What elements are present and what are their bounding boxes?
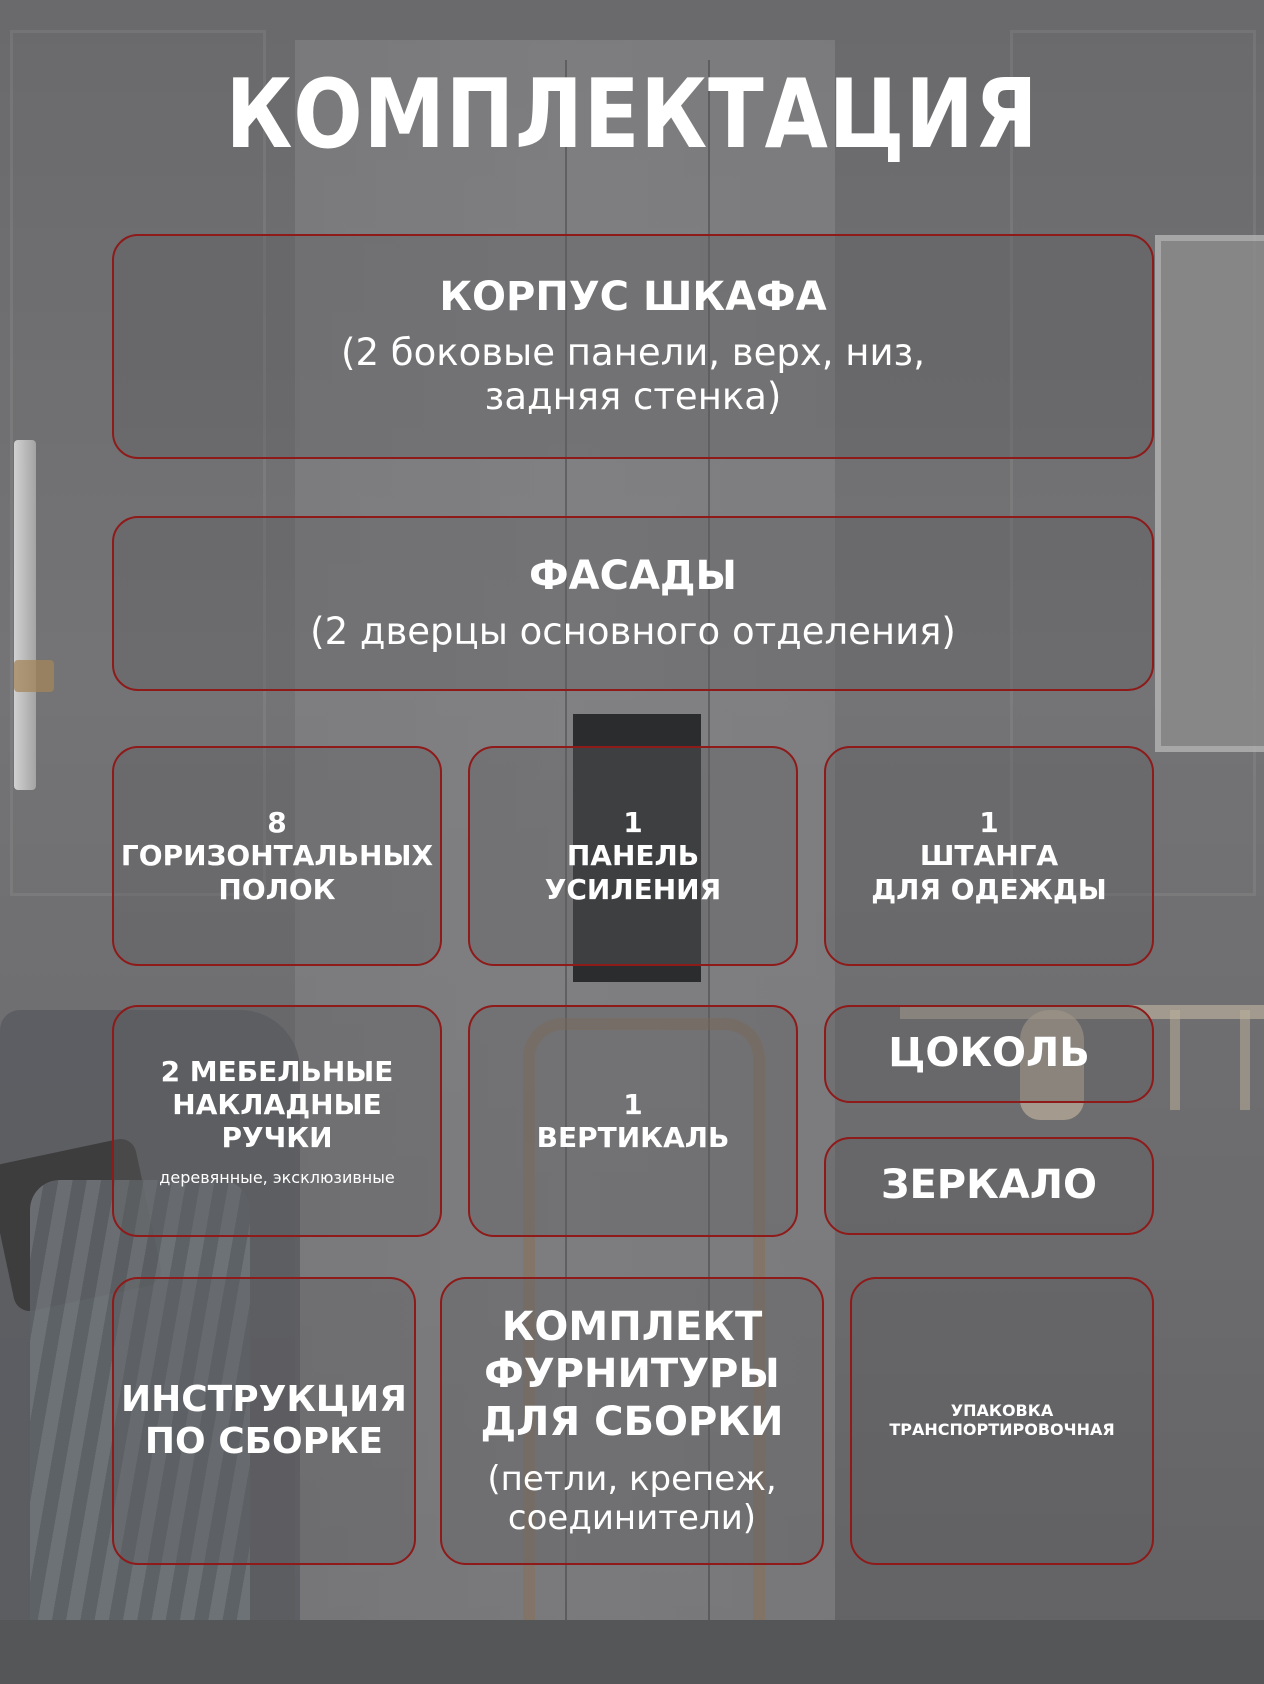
card-fasady: [112, 516, 1154, 691]
card-ruchki: [112, 1005, 442, 1237]
ruchki-label: 2 МЕБЕЛЬНЫЕ НАКЛАДНЫЕ РУЧКИ: [160, 1054, 394, 1155]
card-polki: [112, 746, 442, 966]
shtanga-label: 1 ШТАНГА ДЛЯ ОДЕЖДЫ: [871, 806, 1107, 906]
card-shtanga: [824, 746, 1154, 966]
fasady-title: ФАСАДЫ: [528, 553, 737, 600]
zerkalo-label: ЗЕРКАЛО: [881, 1162, 1097, 1209]
polki-label: 8 ГОРИЗОНТАЛЬНЫХ ПОЛОК: [120, 806, 434, 906]
card-panel: [468, 746, 798, 966]
card-vertikal: [468, 1005, 798, 1237]
card-upakovka: [850, 1277, 1154, 1565]
panel-label: 1 ПАНЕЛЬ УСИЛЕНИЯ: [544, 806, 722, 906]
furnitura-subtitle: (петли, крепеж, соединители): [487, 1458, 777, 1538]
tsokol-label: ЦОКОЛЬ: [888, 1030, 1090, 1077]
card-instrukciya: [112, 1277, 416, 1565]
card-zerkalo: [824, 1137, 1154, 1235]
korpus-subtitle: (2 боковые панели, верх, низ, задняя стенка): [341, 331, 925, 419]
upakovka-label: УПАКОВКА ТРАНСПОРТИРОВОЧНАЯ: [889, 1401, 1115, 1439]
card-tsokol: [824, 1005, 1154, 1103]
vertikal-label: 1 ВЕРТИКАЛЬ: [536, 1087, 730, 1154]
ruchki-note: деревянные, эксклюзивные: [159, 1168, 395, 1188]
page-title: КОМПЛЕКТАЦИЯ: [225, 60, 1039, 170]
korpus-title: КОРПУС ШКАФА: [439, 274, 827, 321]
fasady-subtitle: (2 дверцы основного отделения): [310, 610, 956, 654]
card-korpus: [112, 234, 1154, 459]
furnitura-label: КОМПЛЕКТ ФУРНИТУРЫ ДЛЯ СБОРКИ: [480, 1304, 784, 1445]
instrukciya-label: ИНСТРУКЦИЯ ПО СБОРКЕ: [120, 1378, 408, 1462]
card-furnitura: [440, 1277, 824, 1565]
